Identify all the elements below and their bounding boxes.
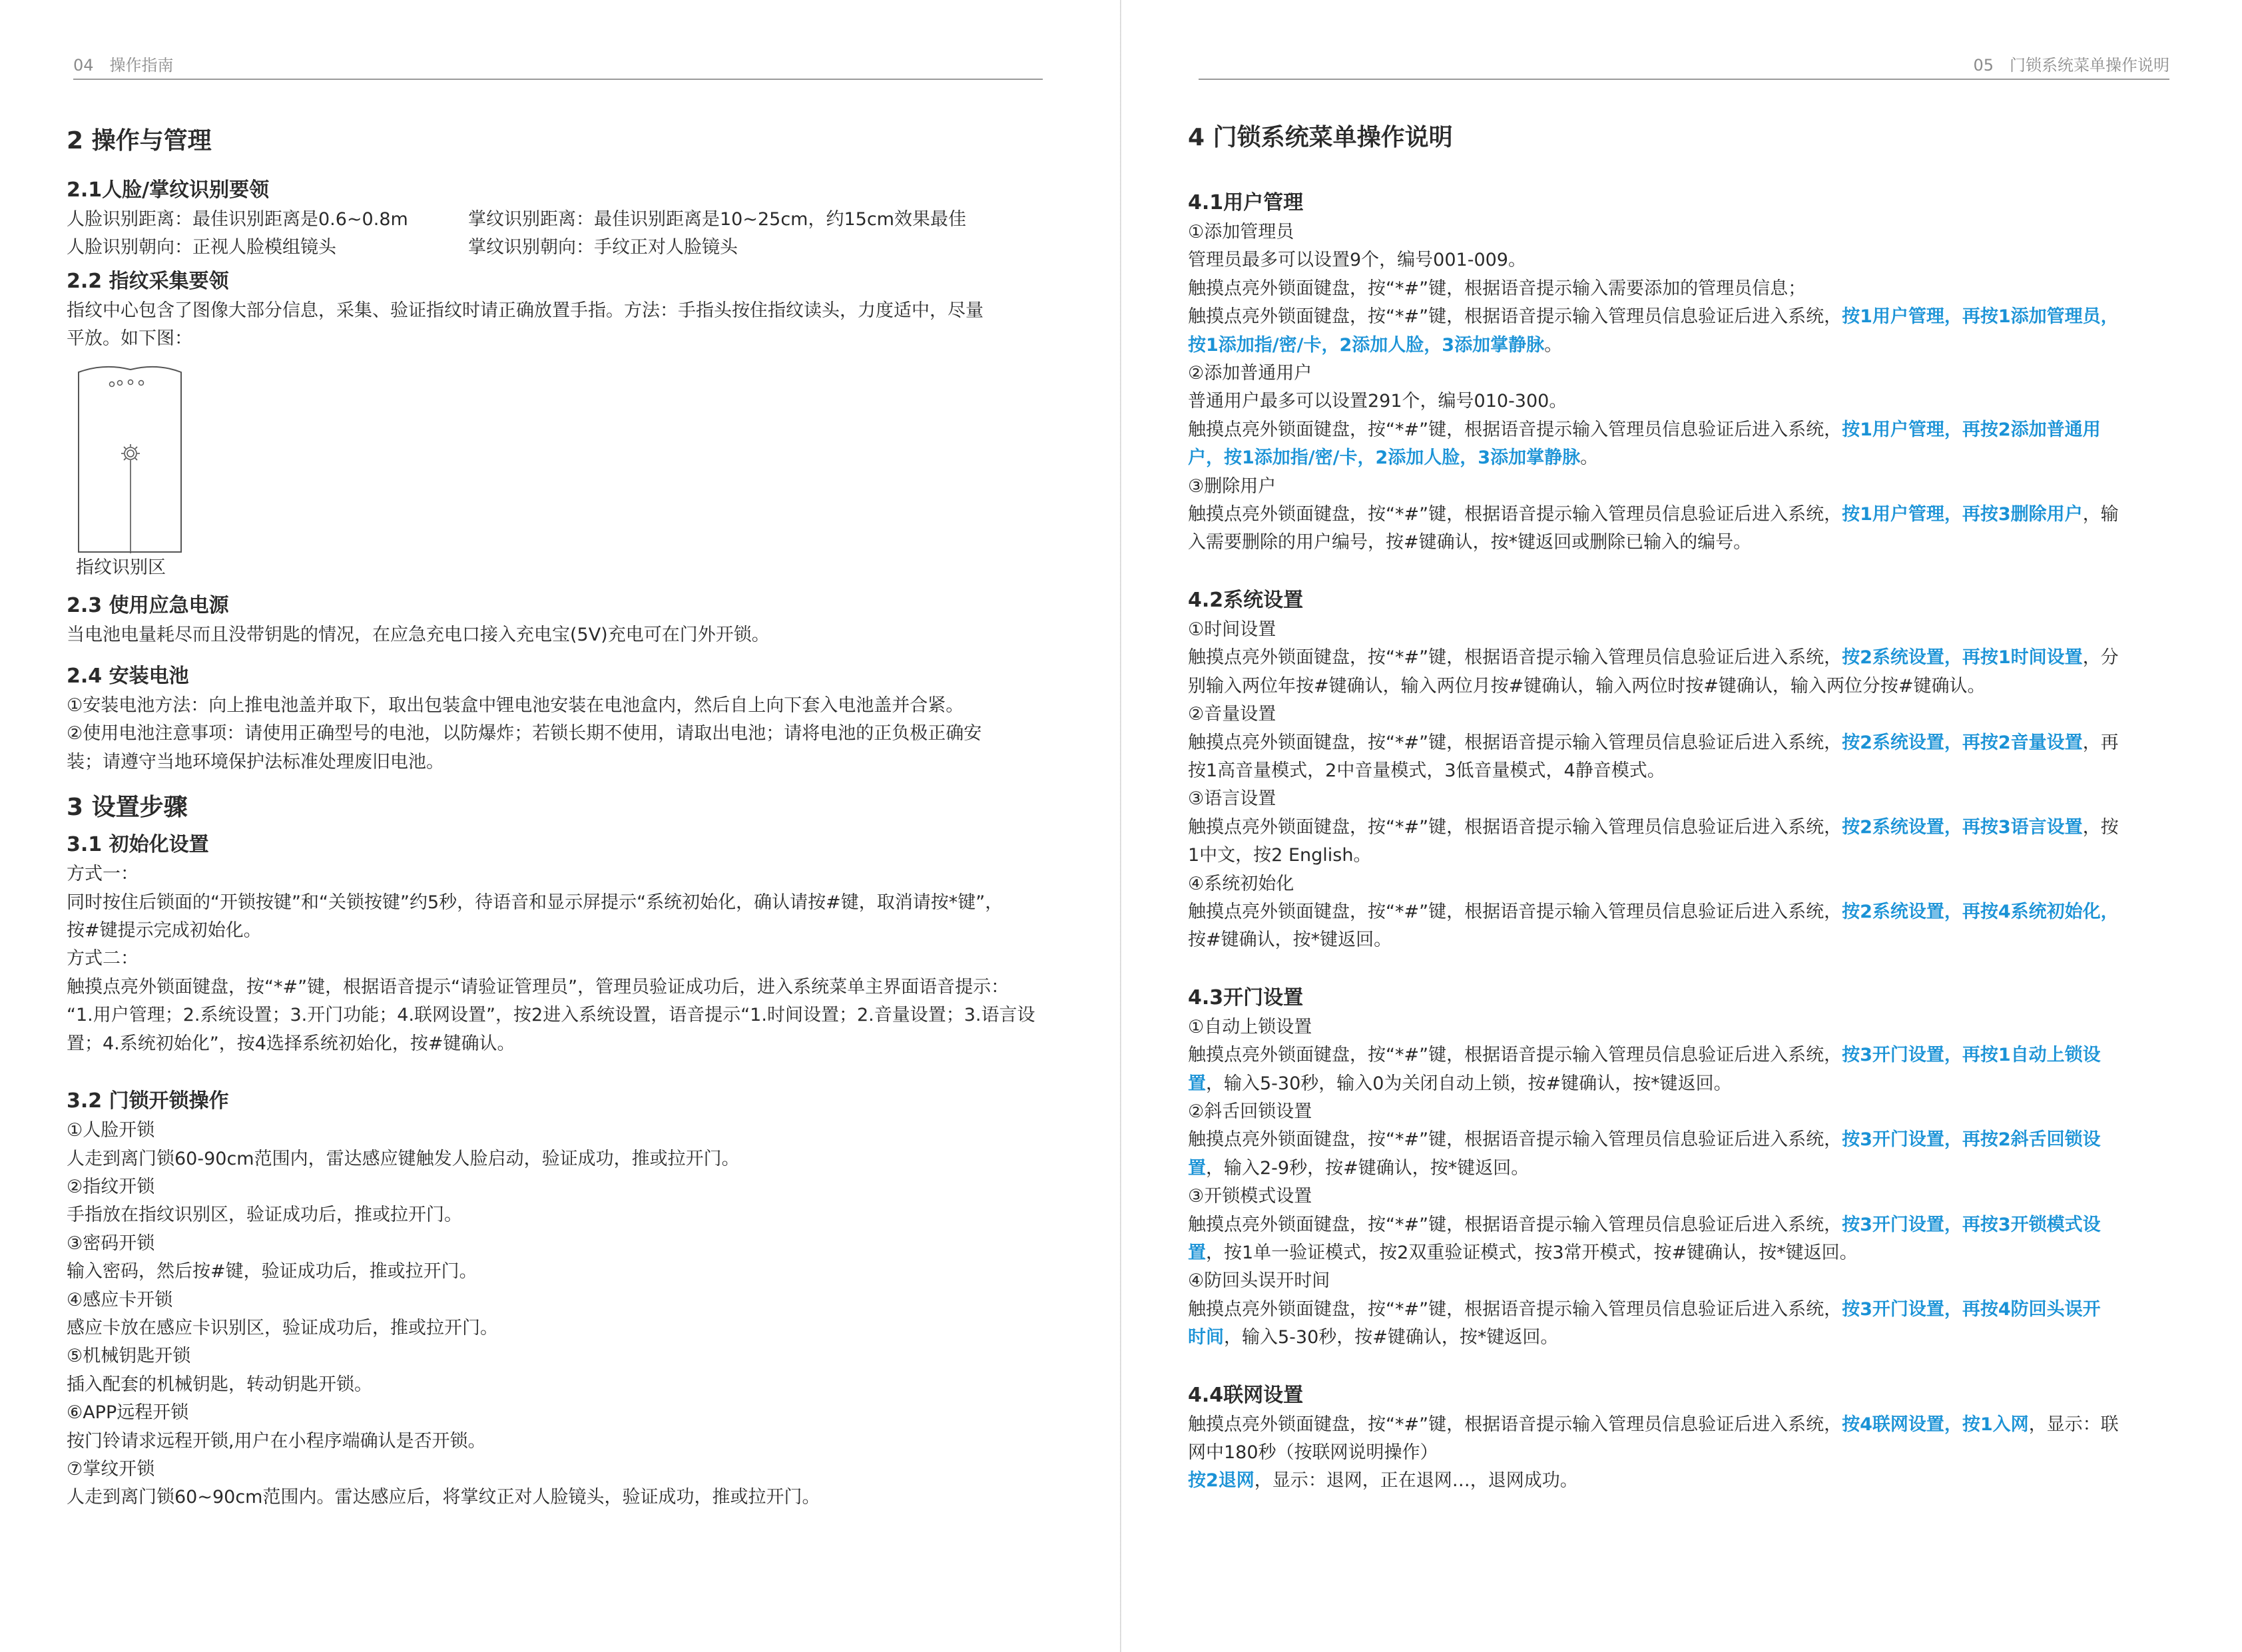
add-user-label: ②添加普通用户: [1188, 363, 1312, 384]
palm-distance-text: 掌纹识别距离：最佳识别距离是10~25cm，约15cm效果最佳: [468, 209, 966, 230]
battery-text-1: ①安装电池方法：向上推电池盖并取下，取出包装盒中锂电池安装在电池盒内，然后自上向下套入电池盖并合紧。: [67, 695, 964, 716]
unlock-text-13: ⑦掌纹开锁: [67, 1458, 155, 1480]
language-setting-text-1: 触摸点亮外锁面键盘，按“*#”键，根据语音提示输入管理员信息验证后进入系统，按2系统设置，再按3语言设置，按: [1188, 816, 2119, 838]
unlock-text-3: ②指纹开锁: [67, 1176, 155, 1197]
fingerprint-area-label: 指纹识别区: [76, 557, 166, 578]
unlock-mode-label: ③开锁模式设置: [1188, 1186, 1312, 1207]
delete-user-text-1: 触摸点亮外锁面键盘，按“*#”键，根据语音提示输入管理员信息验证后进入系统，按1用户管理，再按3删除用户，输: [1188, 504, 2119, 525]
section-4-3-title: 4.3开门设置: [1188, 985, 1304, 1009]
system-init-instruction: 按2系统设置，再按4系统初始化，: [1842, 901, 2119, 922]
add-admin-instruction: 按1用户管理，再按1添加管理员，: [1842, 306, 2119, 328]
init-text-7: 置；4.系统初始化”，按4选择系统初始化，按#键确认。: [67, 1033, 515, 1054]
auto-lock-text-1: 触摸点亮外锁面键盘，按“*#”键，根据语音提示输入管理员信息验证后进入系统，按3开门设置，再按1自动上锁设: [1188, 1045, 2101, 1066]
anti-misopen-label: ④防回头误开时间: [1188, 1270, 1330, 1292]
left-page-number: 04: [73, 56, 94, 75]
unlock-text-5: ③密码开锁: [67, 1233, 155, 1254]
unlock-text-2: 人走到离门锁60-90cm范围内，雷达感应键触发人脸启动，验证成功，推或拉开门。: [67, 1148, 740, 1169]
section-4-4-title: 4.4联网设置: [1188, 1383, 1304, 1407]
unlock-text-4: 手指放在指纹识别区，验证成功后，推或拉开门。: [67, 1205, 462, 1226]
right-page-number: 05: [1973, 56, 1994, 75]
unlock-text-11: ⑥APP远程开锁: [67, 1402, 189, 1424]
section-4-title: 4 门锁系统菜单操作说明: [1188, 124, 1453, 151]
add-user-instruction: 按1用户管理，再按2添加普通用: [1842, 419, 2101, 440]
system-init-text-2: 按#键确认，按*键返回。: [1188, 930, 1392, 951]
section-3-title: 3 设置步骤: [67, 794, 188, 822]
add-admin-text-1: 管理员最多可以设置9个，编号001-009。: [1188, 250, 1526, 271]
init-text-4: 方式二：: [67, 948, 139, 969]
section-2-3-title: 2.3 使用应急电源: [67, 593, 229, 617]
section-4-1-title: 4.1用户管理: [1188, 191, 1304, 214]
unlock-text-10: 插入配套的机械钥匙，转动钥匙开锁。: [67, 1374, 372, 1395]
left-page-header: [73, 52, 1043, 80]
palm-direction-text: 掌纹识别朝向：手纹正对人脸镜头: [468, 237, 738, 258]
language-setting-text-2: 1中文，按2 English。: [1188, 845, 1372, 866]
system-init-text-1: 触摸点亮外锁面键盘，按“*#”键，根据语音提示输入管理员信息验证后进入系统，按2系统设置，再按4系统初始化，: [1188, 901, 2119, 922]
language-setting-label: ③语言设置: [1188, 788, 1276, 810]
latch-relock-text-1: 触摸点亮外锁面键盘，按“*#”键，根据语音提示输入管理员信息验证后进入系统，按3开门设置，再按2斜舌回锁设: [1188, 1129, 2101, 1151]
add-user-instruction-2: 户，按1添加指/密/卡，2添加人脸，3添加掌静脉: [1188, 447, 1581, 469]
fingerprint-text-2: 平放。如下图：: [67, 328, 192, 350]
add-user-text-1: 普通用户最多可以设置291个，编号010-300。: [1188, 391, 1567, 412]
anti-misopen-text-1: 触摸点亮外锁面键盘，按“*#”键，根据语音提示输入管理员信息验证后进入系统，按3开门设置，再按4防回头误开: [1188, 1298, 2101, 1320]
latch-relock-text-2: 置，输入2-9秒，按#键确认，按*键返回。: [1188, 1157, 1530, 1179]
left-page-content: [67, 123, 1079, 1512]
recognition-row-2: [67, 234, 1079, 262]
section-3-2-title: 3.2 门锁开锁操作: [67, 1089, 229, 1113]
section-4-2-title: 4.2系统设置: [1188, 588, 1304, 612]
fingerprint-figure: [77, 360, 277, 587]
anti-misopen-text-2: 时间，输入5-30秒，按#键确认，按*键返回。: [1188, 1327, 1559, 1348]
left-page-header-title: 操作指南: [109, 56, 174, 75]
add-user-text-3: 户，按1添加指/密/卡，2添加人脸，3添加掌静脉。: [1188, 447, 1599, 469]
volume-setting-text-2: 按1高音量模式，2中音量模式，3低音量模式，4静音模式。: [1188, 760, 1665, 781]
init-text-6: “1.用户管理；2.系统设置；3.开门功能；4.联网设置”，按2进入系统设置，语音提示“1.时间设置；2.音量设置；3.语言设: [67, 1005, 1035, 1026]
unlock-text-7: ④感应卡开锁: [67, 1289, 173, 1310]
battery-text-2: ②使用电池注意事项：请使用正确型号的电池，以防爆炸；若锁长期不使用，请取出电池；请将电池的正负极正确安: [67, 723, 982, 744]
face-direction-text: 人脸识别朝向：正视人脸模组镜头: [67, 237, 336, 258]
network-text-1: 触摸点亮外锁面键盘，按“*#”键，根据语音提示输入管理员信息验证后进入系统，按4联网设置，按1入网，显示：联: [1188, 1414, 2119, 1435]
section-3-1-title: 3.1 初始化设置: [67, 833, 209, 857]
unlock-text-8: 感应卡放在感应卡识别区，验证成功后，推或拉开门。: [67, 1317, 498, 1338]
unlock-mode-text-2: 置，按1单一验证模式，按2双重验证模式，按3常开模式，按#键确认，按*键返回。: [1188, 1242, 1858, 1263]
add-admin-instruction-2: 按1添加指/密/卡，2添加人脸，3添加掌静脉: [1188, 334, 1545, 356]
emergency-power-text: 当电池电量耗尽而且没带钥匙的情况，在应急充电口接入充电宝(5V)充电可在门外开锁。: [67, 624, 770, 645]
delete-user-label: ③删除用户: [1188, 475, 1276, 497]
fingerprint-text-1: 指纹中心包含了图像大部分信息，采集、验证指纹时请正确放置手指。方法：手指头按住指纹读头，力度适中，尽量: [67, 300, 983, 321]
volume-setting-text-1: 触摸点亮外锁面键盘，按“*#”键，根据语音提示输入管理员信息验证后进入系统，按2系统设置，再按2音量设置，再: [1188, 732, 2119, 753]
anti-misopen-instruction: 按3开门设置，再按4防回头误开: [1842, 1298, 2101, 1320]
volume-setting-instruction: 按2系统设置，再按2音量设置: [1842, 732, 2083, 753]
unlock-text-6: 输入密码，然后按#键，验证成功后，推或拉开门。: [67, 1261, 477, 1282]
auto-lock-instruction: 按3开门设置，再按1自动上锁设: [1842, 1045, 2101, 1066]
add-admin-text-3: 触摸点亮外锁面键盘，按“*#”键，根据语音提示输入管理员信息验证后进入系统，按1用户管理，再按1添加管理员，: [1188, 306, 2119, 328]
section-2-1-title: 2.1人脸/掌纹识别要领: [67, 178, 270, 202]
unlock-text-1: ①人脸开锁: [67, 1120, 155, 1141]
battery-text-3: 装；请遵守当地环境保护法标准处理废旧电池。: [67, 751, 444, 772]
unlock-text-14: 人走到离门锁60~90cm范围内。雷达感应后，将掌纹正对人脸镜头，验证成功，推或拉开门。: [67, 1487, 820, 1508]
right-page-header-title: 门锁系统菜单操作说明: [2010, 56, 2169, 75]
latch-relock-instruction: 按3开门设置，再按2斜舌回锁设: [1842, 1129, 2101, 1151]
language-setting-instruction: 按2系统设置，再按3语言设置: [1842, 816, 2083, 838]
unlock-mode-text-1: 触摸点亮外锁面键盘，按“*#”键，根据语音提示输入管理员信息验证后进入系统，按3开门设置，再按3开锁模式设: [1188, 1214, 2101, 1235]
network-text-2: 网中180秒（按联网说明操作）: [1188, 1442, 1438, 1464]
time-setting-text-1: 触摸点亮外锁面键盘，按“*#”键，根据语音提示输入管理员信息验证后进入系统，按2系统设置，再按1时间设置，分: [1188, 647, 2119, 669]
add-admin-label: ①添加管理员: [1188, 222, 1294, 242]
fingerprint-icon: [121, 444, 140, 553]
recognition-row-1: [67, 206, 1079, 234]
init-text-3: 按#键提示完成初始化。: [67, 920, 262, 942]
init-text-5: 触摸点亮外锁面键盘，按“*#”键，根据语音提示“请验证管理员”，管理员验证成功后，进入系统菜单主界面语音提示：: [67, 976, 1009, 997]
add-user-text-2: 触摸点亮外锁面键盘，按“*#”键，根据语音提示输入管理员信息验证后进入系统，按1用户管理，再按2添加普通用: [1188, 419, 2101, 440]
time-setting-text-2: 别输入两位年按#键确认，输入两位月按#键确认，输入两位时按#键确认，输入两位分按#键确认。: [1188, 675, 1986, 696]
network-text-3: 按2退网，显示：退网，正在退网…，退网成功。: [1188, 1470, 1578, 1492]
unlock-mode-instruction: 按3开门设置，再按3开锁模式设: [1842, 1214, 2101, 1235]
delete-user-text-2: 入需要删除的用户编号，按#键确认，按*键返回或删除已输入的编号。: [1188, 532, 1752, 553]
add-admin-text-4: 按1添加指/密/卡，2添加人脸，3添加掌静脉。: [1188, 334, 1563, 356]
section-2-4-title: 2.4 安装电池: [67, 665, 189, 688]
lock-outline-icon: [77, 360, 184, 553]
time-setting-label: ①时间设置: [1188, 619, 1276, 640]
right-page: [1121, 0, 2242, 1652]
latch-relock-label: ②斜舌回锁设置: [1188, 1101, 1312, 1122]
add-admin-text-2: 触摸点亮外锁面键盘，按“*#”键，根据语音提示输入需要添加的管理员信息；: [1188, 278, 1807, 299]
right-page-header: [1199, 52, 2169, 80]
right-page-content: [1188, 120, 2173, 1496]
init-text-1: 方式一：: [67, 864, 139, 885]
network-join-instruction: 按4联网设置，按1入网: [1842, 1414, 2029, 1435]
face-distance-text: 人脸识别距离：最佳识别距离是0.6~0.8m: [67, 209, 408, 230]
network-leave-instruction: 按2退网: [1188, 1470, 1255, 1492]
volume-setting-label: ②音量设置: [1188, 704, 1276, 725]
unlock-text-9: ⑤机械钥匙开锁: [67, 1346, 191, 1367]
section-2-title: 2 操作与管理: [67, 127, 212, 154]
delete-user-instruction: 按1用户管理，再按3删除用户: [1842, 504, 2083, 525]
time-setting-instruction: 按2系统设置，再按1时间设置: [1842, 647, 2083, 669]
unlock-text-12: 按门铃请求远程开锁,用户在小程序端确认是否开锁。: [67, 1430, 486, 1452]
section-2-2-title: 2.2 指纹采集要领: [67, 269, 229, 293]
system-init-label: ④系统初始化: [1188, 873, 1294, 894]
auto-lock-text-2: 置，输入5-30秒，输入0为关闭自动上锁，按#键确认，按*键返回。: [1188, 1073, 1732, 1094]
auto-lock-label: ①自动上锁设置: [1188, 1016, 1312, 1037]
init-text-2: 同时按住后锁面的“开锁按键”和“关锁按键”约5秒，待语音和显示屏提示“系统初始化，确认请按#键，取消请按*键”，: [67, 892, 1003, 913]
